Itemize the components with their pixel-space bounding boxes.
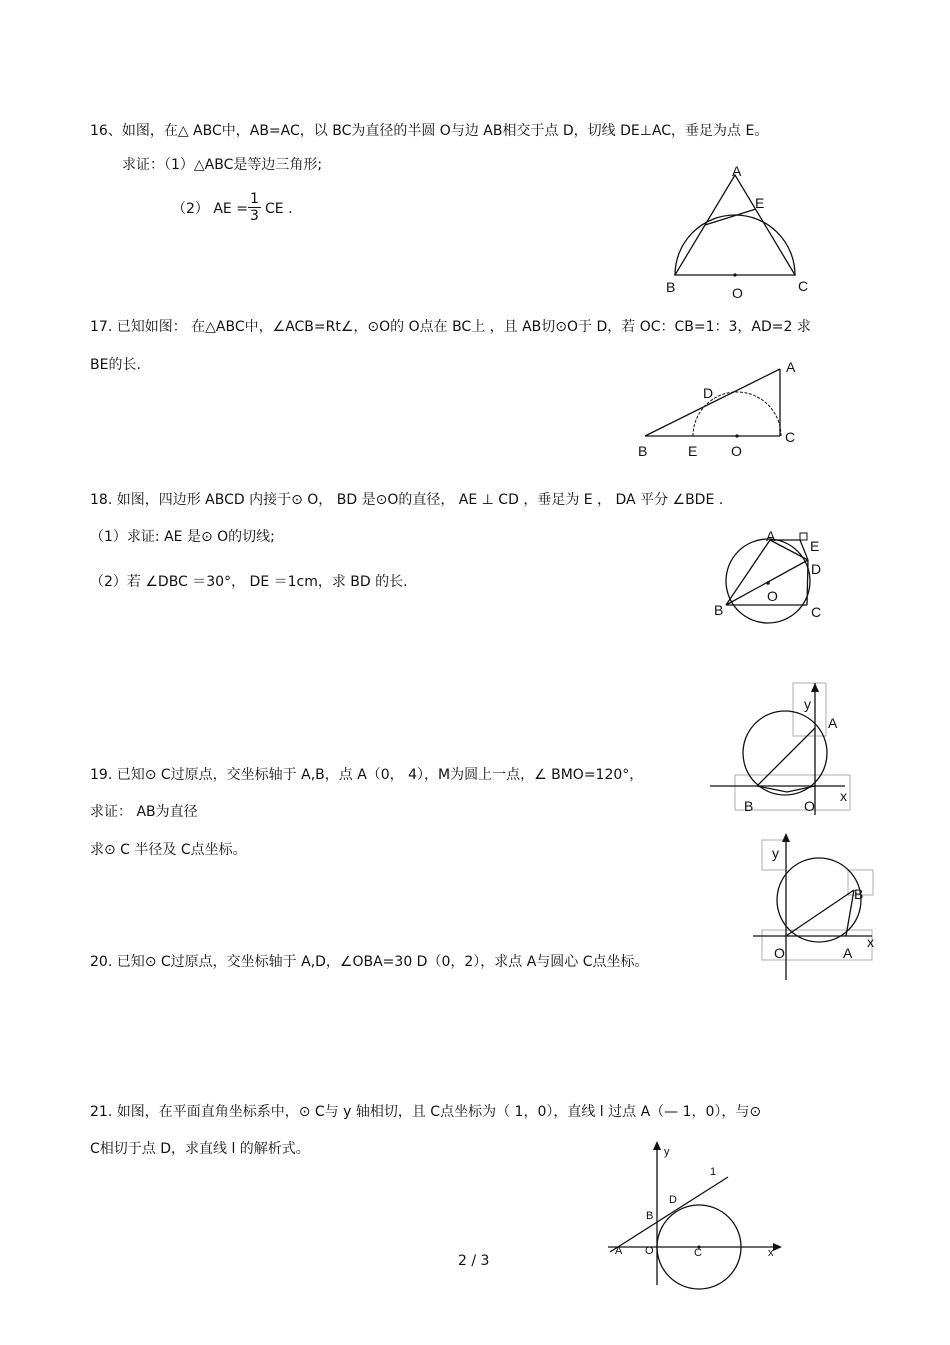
label-B: B [638, 443, 648, 459]
label-A: A [828, 715, 838, 731]
label-O: O [732, 285, 743, 301]
fraction-numerator: 1 [250, 191, 259, 207]
label-A: A [766, 528, 776, 544]
p18-line3: （2）若 ∠DBC ＝30°， DE ＝1cm，求 BD 的长. [90, 574, 408, 590]
figure-19 [705, 680, 860, 820]
p16-line1: 16、如图，在△ ABC中，AB=AC，以 BC为直径的半圆 O与边 AB相交于点 D，切线 DE⊥AC，垂足为点 E。 [90, 123, 769, 139]
label-O: O [774, 945, 785, 961]
label-D: D [703, 385, 714, 401]
label-B: B [854, 886, 864, 902]
label-B: B [646, 1210, 654, 1222]
label-D: D [669, 1194, 677, 1206]
page-number: 2 / 3 [458, 1253, 490, 1269]
label-O: O [645, 1245, 654, 1257]
label-A: A [732, 163, 742, 179]
label-E: E [755, 195, 765, 211]
p16-part2-suffix: CE . [265, 201, 293, 217]
label-B: B [666, 279, 676, 295]
p18-line1: 18. 如图，四边形 ABCD 内接于⊙ O， BD 是⊙O的直径， AE ⊥ CD ，垂足为 E ， DA 平分 ∠BDE . [90, 492, 724, 508]
p21-line2: C相切于点 D，求直线 l 的解析式。 [90, 1141, 310, 1157]
label-A: A [843, 945, 853, 961]
figure-16 [660, 160, 810, 305]
label-C: C [811, 604, 822, 620]
label-O: O [804, 798, 815, 814]
fraction-denominator: 3 [250, 208, 259, 224]
label-l: 1 [710, 1166, 717, 1178]
figure-21 [600, 1135, 790, 1290]
label-E: E [688, 443, 698, 459]
figure-17 [630, 352, 810, 467]
label-A: A [615, 1245, 623, 1257]
label-y: y [664, 1146, 670, 1158]
label-A: A [786, 359, 796, 375]
p19-line1: 19. 已知⊙ C过原点，交坐标轴于 A,B，点 A（0， 4），M为圆上一点，∠ BMO=120°， [90, 767, 644, 783]
label-y: y [772, 845, 779, 861]
label-x: x [867, 934, 874, 950]
label-x: x [768, 1247, 774, 1259]
figure-18 [710, 525, 830, 640]
figure-20 [750, 830, 880, 985]
label-C: C [694, 1247, 702, 1259]
label-B: B [714, 602, 724, 618]
label-x: x [840, 788, 847, 804]
label-E: E [810, 538, 820, 554]
label-D: D [811, 561, 822, 577]
p17-line1: 17. 已知如图： 在△ABC中，∠ACB=Rt∠，⊙O的 O点在 BC上 ，且 AB切⊙O于 D，若 OC：CB=1：3，AD=2 求 [90, 319, 811, 335]
label-O: O [767, 588, 778, 604]
p16-part2-prefix: （2） AE = [172, 201, 248, 217]
label-B: B [744, 798, 754, 814]
label-y: y [804, 696, 811, 712]
p21-line1: 21. 如图，在平面直角坐标系中，⊙ C与 y 轴相切，且 C点坐标为（ 1，0），直线 l 过点 A（— 1，0），与⊙ [90, 1104, 762, 1120]
p18-line2: （1）求证: AE 是⊙ O的切线; [90, 529, 275, 545]
label-O: O [731, 443, 742, 459]
p19-line3: 求⊙ C 半径及 C点坐标。 [90, 842, 247, 858]
p17-line2: BE的长. [90, 357, 141, 373]
p20-line1: 20. 已知⊙ C过原点，交坐标轴于 A,D，∠OBA=30 D（0，2），求点 A与圆心 C点坐标。 [90, 954, 649, 970]
p16-fraction [248, 191, 261, 224]
label-C: C [798, 278, 809, 294]
p16-line2: 求证：（1）△ABC是等边三角形; [122, 157, 323, 173]
p19-line2: 求证： AB为直径 [90, 804, 198, 820]
label-C: C [785, 429, 796, 445]
